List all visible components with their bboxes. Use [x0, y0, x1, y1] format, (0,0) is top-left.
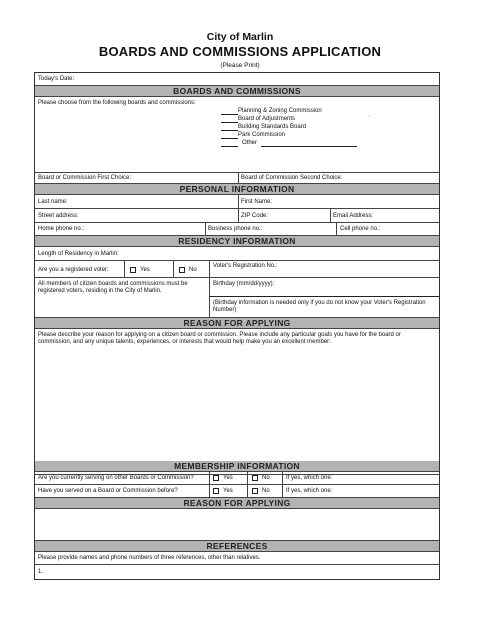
- residency-length-label[interactable]: Length of Residency in Marlin:: [38, 251, 119, 257]
- option-blank-5[interactable]: [221, 146, 238, 147]
- section-reason: REASON FOR APPLYING: [35, 318, 439, 329]
- voter-reg-label[interactable]: Voter's Registration No.:: [213, 263, 278, 269]
- boards-block: [35, 97, 439, 173]
- date-label[interactable]: Today's Date:: [38, 76, 75, 82]
- option-other: Other: [242, 140, 258, 146]
- divider: [247, 485, 248, 498]
- references-instruction-row: [35, 552, 439, 565]
- registered-voter-label: Are you a registered voter:: [38, 267, 109, 273]
- other-input-line[interactable]: [261, 146, 357, 147]
- serving-no-label: No: [262, 475, 270, 481]
- first-name-label[interactable]: First Name:: [241, 199, 273, 205]
- reason-block[interactable]: [35, 329, 439, 475]
- option-blank-3[interactable]: [221, 130, 238, 131]
- first-choice-label[interactable]: Board or Commission First Choice:: [38, 175, 132, 181]
- reason-instruction: Please describe your reason for applying on a citizen board or commission. Please include any particular goals you have for the board or commission, and any unique talents, experiences, or interests that would help make you an excellent member:: [38, 332, 401, 345]
- membership-row-2: [35, 485, 439, 498]
- email-label[interactable]: Email Address:: [333, 213, 374, 219]
- divider: [247, 472, 248, 485]
- option-blank-2[interactable]: [221, 122, 238, 123]
- option-planning-zoning: Planning & Zoning Commission: [238, 108, 322, 114]
- application-form: [34, 72, 440, 580]
- option-board-adjustments: Board of Adjustments: [238, 116, 296, 122]
- boards-instruction: Please choose from the following boards and commissions:: [38, 100, 196, 106]
- zip-label[interactable]: ZIP Code:: [241, 213, 268, 219]
- voter-row: [35, 261, 439, 278]
- voter-yes-label: Yes: [140, 267, 150, 273]
- birthday-label[interactable]: Birthday (mm/dd/yyyy):: [213, 281, 275, 287]
- serving-yes-label: Yes: [223, 475, 233, 481]
- serving-yes-checkbox[interactable]: [213, 475, 219, 481]
- second-choice-label[interactable]: Board of Commission Second Choice:: [241, 175, 343, 181]
- name-row: [35, 195, 439, 209]
- option-blank-4[interactable]: [221, 138, 238, 139]
- last-name-label[interactable]: Last name:: [38, 199, 68, 205]
- divider: [238, 173, 239, 184]
- divider: [173, 261, 174, 278]
- divider: [330, 209, 331, 223]
- serving-question: Are you currently serving on other Boards or Commission?: [38, 475, 194, 481]
- section-reason-2: REASON FOR APPLYING: [35, 498, 439, 509]
- birthday-block: [35, 278, 439, 318]
- birthday-divider: [209, 296, 439, 297]
- voter-requirement-note: All members of citizen boards and commissions must be registered voters, residing in the City of Marlin.: [38, 281, 188, 294]
- served-no-label: No: [262, 488, 270, 494]
- form-title: BOARDS AND COMMISSIONS APPLICATION: [98, 44, 382, 59]
- served-no-checkbox[interactable]: [252, 488, 258, 494]
- references-instruction: Please provide names and phone numbers of three references, other than relatives.: [38, 555, 261, 561]
- section-membership: MEMBERSHIP INFORMATION: [35, 461, 439, 472]
- divider: [282, 472, 283, 485]
- choice-row: [35, 173, 439, 184]
- served-yes-checkbox[interactable]: [213, 488, 219, 494]
- reference-row-1[interactable]: [35, 565, 439, 579]
- divider: [205, 223, 206, 236]
- divider: [238, 209, 239, 223]
- divider: [209, 485, 210, 498]
- divider: [209, 472, 210, 485]
- served-question: Have you served on a Board or Commission before?: [38, 488, 178, 494]
- membership-row-1: [35, 472, 439, 485]
- option-park-commission: Park Commission: [238, 132, 286, 138]
- city-name: City of Marlin: [206, 31, 274, 43]
- address-row: [35, 209, 439, 223]
- cell-phone-label[interactable]: Cell phone no.:: [340, 226, 381, 232]
- business-phone-label[interactable]: Business phone no.:: [208, 226, 263, 232]
- option-blank-1[interactable]: [221, 114, 238, 115]
- phone-row: [35, 223, 439, 236]
- date-row: [35, 73, 439, 86]
- served-yes-label: Yes: [223, 488, 233, 494]
- street-label[interactable]: Street address:: [38, 213, 79, 219]
- divider: [209, 278, 210, 318]
- serving-which-label[interactable]: If yes, which one:: [286, 475, 333, 481]
- divider: [238, 195, 239, 209]
- divider: [209, 261, 210, 278]
- voter-no-checkbox[interactable]: [179, 267, 185, 273]
- served-which-label[interactable]: If yes, which one:: [286, 488, 333, 494]
- length-row: [35, 247, 439, 261]
- section-boards: BOARDS AND COMMISSIONS: [35, 86, 439, 97]
- section-personal: PERSONAL INFORMATION: [35, 184, 439, 195]
- print-note: (Please Print): [220, 62, 260, 69]
- divider: [282, 485, 283, 498]
- home-phone-label[interactable]: Home phone no.:: [38, 226, 85, 232]
- serving-no-checkbox[interactable]: [252, 475, 258, 481]
- reason-2-block[interactable]: [35, 509, 439, 541]
- divider: [336, 223, 337, 236]
- divider: [124, 261, 125, 278]
- stray-mark: ': [369, 115, 371, 122]
- section-references: REFERENCES: [35, 541, 439, 552]
- reference-1-label: 1.: [38, 569, 44, 575]
- section-residency: RESIDENCY INFORMATION: [35, 236, 439, 247]
- voter-no-label: No: [189, 267, 197, 273]
- option-building-standards: Building Standards Board: [238, 124, 307, 130]
- voter-yes-checkbox[interactable]: [130, 267, 136, 273]
- birthday-note: (Birthday information is needed only if you do not know your Voter's Registration Number): [213, 300, 426, 313]
